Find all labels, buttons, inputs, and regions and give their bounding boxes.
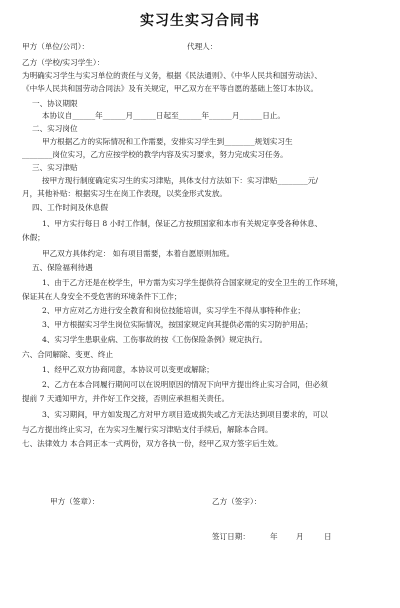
section-6-text-4: 3、实习期间，甲方如发现乙方对甲方项目造成损失或乙方无法达到项目要求的，可以 [42, 410, 328, 419]
section-6-text-5: 与乙方提出终止实习，在为实习生履行实习津贴支付手续后，解除本合同。 [22, 425, 273, 434]
section-5-text-4: 3、甲方根据实习学生岗位实际情况，按国家规定向其提供必需的实习防护用品； [42, 320, 313, 329]
sign-date-year: 年 [270, 532, 278, 541]
section-6-text-1: 1、经甲乙双方协商同意，本协议可以变更或解除； [42, 365, 214, 374]
section-4-title: 四、工作时间及休息假 [32, 203, 108, 212]
section-6-title: 六、合同解除、变更、终止 [22, 350, 114, 359]
section-5-title: 五、保险福利待遇 [32, 263, 93, 272]
section-1-title: 一、协议期限 [32, 99, 78, 108]
party-a-line [22, 42, 384, 52]
section-6-text-3: 提前 7 天通知甲方，并作好工作交接，否则应承担相关责任。 [22, 394, 230, 403]
section-2-text-2: ________岗位实习，乙方应按学校的教学内容及实习要求，努力完成实习任务。 [22, 150, 288, 159]
section-5-text-5: 4、实习学生患职业病、工伤事故的按《工伤保险条例》规定执行。 [42, 335, 268, 344]
section-5-text-2: 保证其在人身安全不受危害的环境条件下工作； [22, 292, 182, 301]
section-6-text-2: 2、乙方在本合同履行期间可以在说明原因的情况下向甲方提出终止实习合同，但必须 [42, 380, 328, 389]
section-3-title: 三、实习津贴 [32, 163, 78, 172]
section-4-text-2: 休假； [22, 233, 45, 242]
sign-date-month: 月 [296, 532, 304, 541]
section-4-text-3: 甲乙双方具体约定： 如有项目需要，本着自愿原则加班。 [42, 249, 235, 258]
section-4-text-1: 1、甲方实行每日 8 小时工作制，保证乙方按照国家和本市有关规定享受各种休息、 [42, 219, 323, 228]
section-2-text-1: 甲方根据乙方的实际情况和工作需要，安排实习学生到________规划实习生 [42, 137, 293, 146]
intro-line-1: 为明确实习学生与实习单位的责任与义务，根据《民法通则》、《中华人民共和国劳动法》、 [22, 71, 322, 80]
party-a-label: 甲方（单位/公司）： [22, 42, 90, 51]
intro-line-2: 《中华人民共和国劳动合同法》及有关规定，甲乙双方在平等自愿的基础上签订本协议。 [22, 84, 319, 93]
party-b-signature-label: 乙方（签字）： [212, 497, 262, 506]
sign-date-label: 签订日期： [212, 532, 250, 541]
section-3-text-2: 月，其他补贴：根据实习生在岗工作表现，以奖金形式发放。 [22, 189, 228, 198]
section-5-text-3: 2、甲方应对乙方进行安全教育和岗位技能培训，实习学生不得从事特种作业； [42, 306, 306, 315]
party-a-signature-label: 甲方（签章）： [50, 497, 100, 506]
party-b-label: 乙方（学校/实习学生）： [22, 58, 105, 67]
agent-label: 代理人： [187, 42, 218, 51]
section-2-title: 二、实习岗位 [32, 124, 78, 133]
section-7-text: 七、法律效力 本合同正本一式两份，双方各执一份，经甲乙双方签字后生效。 [22, 439, 283, 448]
section-1-text: 本协议自______年______月______日起至______年______月______日止。 [42, 111, 285, 120]
section-5-text-1: 1、由于乙方还是在校学生，甲方需为实习学生提供符合国家规定的安全卫生的工作环境， [42, 278, 343, 287]
document-title: 实习生实习合同书 [140, 13, 260, 29]
section-3-text-1: 按甲方现行制度确定实习生的实习津贴，具体支付方法如下：实习津贴________元/ [42, 176, 318, 185]
sign-date-day: 日 [324, 532, 332, 541]
